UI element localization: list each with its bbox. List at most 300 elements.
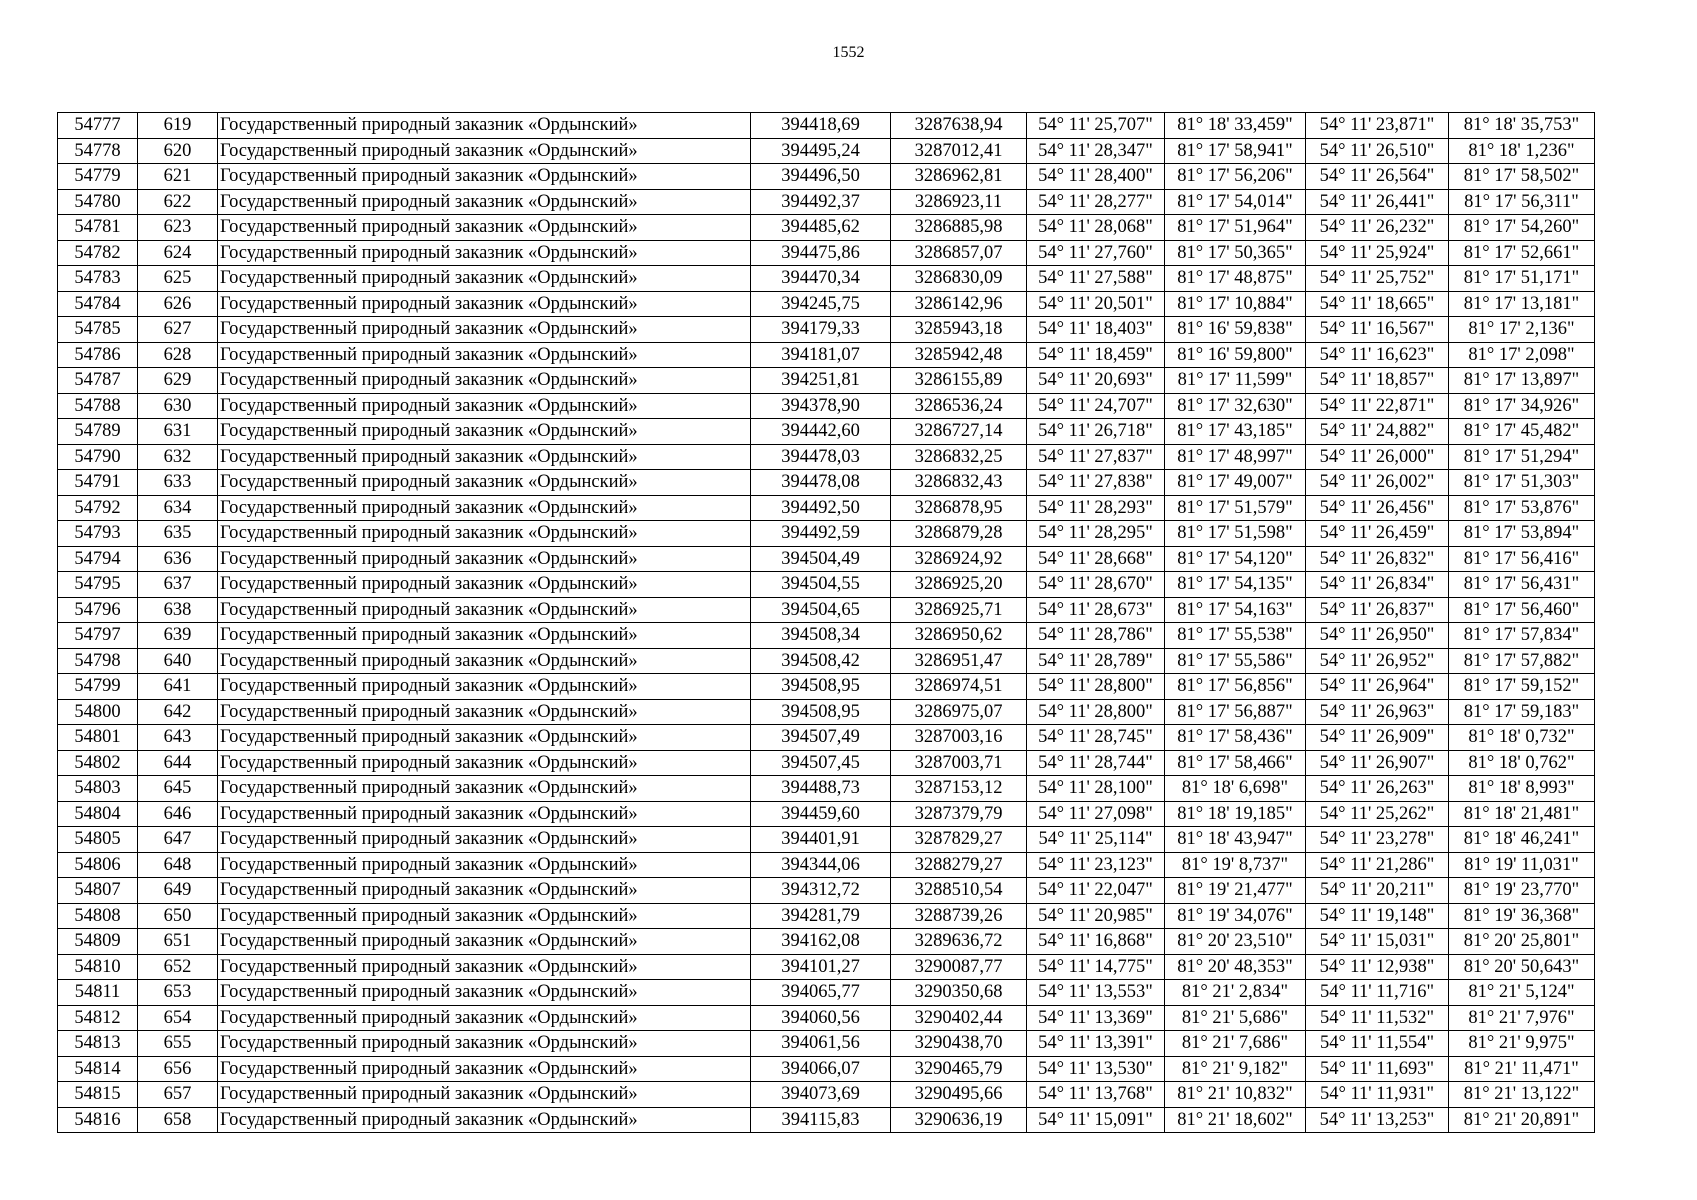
x-coordinate-cell: 394401,91: [751, 827, 891, 853]
latitude-2-cell: 54° 11' 26,510": [1306, 138, 1449, 164]
latitude-1-cell: 54° 11' 28,293": [1027, 495, 1165, 521]
latitude-1-cell: 54° 11' 28,347": [1027, 138, 1165, 164]
object-name-cell: Государственный природный заказник «Ордынский»: [218, 648, 751, 674]
point-number-cell: 639: [138, 623, 218, 649]
x-coordinate-cell: 394179,33: [751, 317, 891, 343]
latitude-1-cell: 54° 11' 27,837": [1027, 444, 1165, 470]
object-name-cell: Государственный природный заказник «Ордынский»: [218, 1107, 751, 1133]
x-coordinate-cell: 394492,37: [751, 189, 891, 215]
record-number-cell: 54814: [58, 1056, 138, 1082]
object-name-cell: Государственный природный заказник «Ордынский»: [218, 546, 751, 572]
table-row: [58, 546, 1595, 572]
latitude-2-cell: 54° 11' 26,832": [1306, 546, 1449, 572]
record-number-cell: 54800: [58, 699, 138, 725]
object-name-cell: Государственный природный заказник «Ордынский»: [218, 521, 751, 547]
x-coordinate-cell: 394478,03: [751, 444, 891, 470]
latitude-1-cell: 54° 11' 13,369": [1027, 1005, 1165, 1031]
object-name-cell: Государственный природный заказник «Ордынский»: [218, 750, 751, 776]
table-row: [58, 393, 1595, 419]
x-coordinate-cell: 394488,73: [751, 776, 891, 802]
longitude-2-cell: 81° 17' 56,311": [1449, 189, 1595, 215]
x-coordinate-cell: 394181,07: [751, 342, 891, 368]
point-number-cell: 647: [138, 827, 218, 853]
table-row: [58, 776, 1595, 802]
longitude-2-cell: 81° 21' 13,122": [1449, 1082, 1595, 1108]
y-coordinate-cell: 3285942,48: [891, 342, 1027, 368]
y-coordinate-cell: 3286950,62: [891, 623, 1027, 649]
table-row: [58, 725, 1595, 751]
longitude-2-cell: 81° 21' 20,891": [1449, 1107, 1595, 1133]
longitude-2-cell: 81° 17' 57,882": [1449, 648, 1595, 674]
latitude-2-cell: 54° 11' 26,564": [1306, 164, 1449, 190]
longitude-1-cell: 81° 16' 59,800": [1165, 342, 1306, 368]
longitude-2-cell: 81° 20' 50,643": [1449, 954, 1595, 980]
longitude-1-cell: 81° 20' 48,353": [1165, 954, 1306, 980]
latitude-1-cell: 54° 11' 22,047": [1027, 878, 1165, 904]
latitude-2-cell: 54° 11' 18,857": [1306, 368, 1449, 394]
longitude-1-cell: 81° 17' 58,436": [1165, 725, 1306, 751]
object-name-cell: Государственный природный заказник «Ордынский»: [218, 1082, 751, 1108]
point-number-cell: 650: [138, 903, 218, 929]
longitude-1-cell: 81° 18' 19,185": [1165, 801, 1306, 827]
record-number-cell: 54803: [58, 776, 138, 802]
point-number-cell: 644: [138, 750, 218, 776]
x-coordinate-cell: 394485,62: [751, 215, 891, 241]
object-name-cell: Государственный природный заказник «Ордынский»: [218, 725, 751, 751]
latitude-1-cell: 54° 11' 18,459": [1027, 342, 1165, 368]
object-name-cell: Государственный природный заказник «Ордынский»: [218, 240, 751, 266]
longitude-2-cell: 81° 18' 0,732": [1449, 725, 1595, 751]
object-name-cell: Государственный природный заказник «Ордынский»: [218, 470, 751, 496]
object-name-cell: Государственный природный заказник «Ордынский»: [218, 1031, 751, 1057]
coordinates-table: [57, 112, 1595, 1133]
latitude-2-cell: 54° 11' 25,752": [1306, 266, 1449, 292]
x-coordinate-cell: 394065,77: [751, 980, 891, 1006]
object-name-cell: Государственный природный заказник «Ордынский»: [218, 597, 751, 623]
y-coordinate-cell: 3286727,14: [891, 419, 1027, 445]
y-coordinate-cell: 3287003,71: [891, 750, 1027, 776]
longitude-1-cell: 81° 21' 9,182": [1165, 1056, 1306, 1082]
x-coordinate-cell: 394475,86: [751, 240, 891, 266]
point-number-cell: 631: [138, 419, 218, 445]
x-coordinate-cell: 394066,07: [751, 1056, 891, 1082]
y-coordinate-cell: 3286962,81: [891, 164, 1027, 190]
table-row: [58, 1056, 1595, 1082]
object-name-cell: Государственный природный заказник «Ордынский»: [218, 776, 751, 802]
point-number-cell: 648: [138, 852, 218, 878]
latitude-2-cell: 54° 11' 15,031": [1306, 929, 1449, 955]
record-number-cell: 54813: [58, 1031, 138, 1057]
object-name-cell: Государственный природный заказник «Ордынский»: [218, 1056, 751, 1082]
latitude-2-cell: 54° 11' 11,693": [1306, 1056, 1449, 1082]
y-coordinate-cell: 3288739,26: [891, 903, 1027, 929]
y-coordinate-cell: 3290402,44: [891, 1005, 1027, 1031]
point-number-cell: 641: [138, 674, 218, 700]
record-number-cell: 54809: [58, 929, 138, 955]
table-row: [58, 1107, 1595, 1133]
object-name-cell: Государственный природный заказник «Ордынский»: [218, 980, 751, 1006]
point-number-cell: 625: [138, 266, 218, 292]
latitude-2-cell: 54° 11' 26,002": [1306, 470, 1449, 496]
longitude-1-cell: 81° 19' 8,737": [1165, 852, 1306, 878]
longitude-1-cell: 81° 17' 11,599": [1165, 368, 1306, 394]
longitude-2-cell: 81° 17' 13,897": [1449, 368, 1595, 394]
latitude-2-cell: 54° 11' 25,262": [1306, 801, 1449, 827]
point-number-cell: 653: [138, 980, 218, 1006]
x-coordinate-cell: 394115,83: [751, 1107, 891, 1133]
point-number-cell: 620: [138, 138, 218, 164]
x-coordinate-cell: 394101,27: [751, 954, 891, 980]
point-number-cell: 634: [138, 495, 218, 521]
longitude-1-cell: 81° 17' 49,007": [1165, 470, 1306, 496]
x-coordinate-cell: 394508,42: [751, 648, 891, 674]
record-number-cell: 54815: [58, 1082, 138, 1108]
latitude-1-cell: 54° 11' 28,670": [1027, 572, 1165, 598]
latitude-2-cell: 54° 11' 11,931": [1306, 1082, 1449, 1108]
y-coordinate-cell: 3287638,94: [891, 113, 1027, 139]
latitude-2-cell: 54° 11' 11,532": [1306, 1005, 1449, 1031]
longitude-2-cell: 81° 17' 56,460": [1449, 597, 1595, 623]
latitude-2-cell: 54° 11' 24,882": [1306, 419, 1449, 445]
object-name-cell: Государственный природный заказник «Ордынский»: [218, 419, 751, 445]
latitude-2-cell: 54° 11' 18,665": [1306, 291, 1449, 317]
latitude-2-cell: 54° 11' 26,834": [1306, 572, 1449, 598]
latitude-2-cell: 54° 11' 16,567": [1306, 317, 1449, 343]
longitude-1-cell: 81° 20' 23,510": [1165, 929, 1306, 955]
record-number-cell: 54806: [58, 852, 138, 878]
x-coordinate-cell: 394507,49: [751, 725, 891, 751]
table-row: [58, 572, 1595, 598]
latitude-1-cell: 54° 11' 28,400": [1027, 164, 1165, 190]
y-coordinate-cell: 3290636,19: [891, 1107, 1027, 1133]
record-number-cell: 54785: [58, 317, 138, 343]
longitude-2-cell: 81° 18' 0,762": [1449, 750, 1595, 776]
record-number-cell: 54794: [58, 546, 138, 572]
longitude-1-cell: 81° 21' 2,834": [1165, 980, 1306, 1006]
longitude-1-cell: 81° 18' 6,698": [1165, 776, 1306, 802]
y-coordinate-cell: 3286830,09: [891, 266, 1027, 292]
record-number-cell: 54802: [58, 750, 138, 776]
point-number-cell: 633: [138, 470, 218, 496]
latitude-1-cell: 54° 11' 25,707": [1027, 113, 1165, 139]
x-coordinate-cell: 394442,60: [751, 419, 891, 445]
longitude-2-cell: 81° 18' 46,241": [1449, 827, 1595, 853]
y-coordinate-cell: 3286923,11: [891, 189, 1027, 215]
table-row: [58, 113, 1595, 139]
record-number-cell: 54784: [58, 291, 138, 317]
table-row: [58, 878, 1595, 904]
longitude-2-cell: 81° 17' 2,136": [1449, 317, 1595, 343]
x-coordinate-cell: 394492,50: [751, 495, 891, 521]
longitude-1-cell: 81° 17' 55,586": [1165, 648, 1306, 674]
record-number-cell: 54782: [58, 240, 138, 266]
latitude-2-cell: 54° 11' 26,950": [1306, 623, 1449, 649]
record-number-cell: 54805: [58, 827, 138, 853]
point-number-cell: 622: [138, 189, 218, 215]
record-number-cell: 54795: [58, 572, 138, 598]
longitude-1-cell: 81° 17' 56,206": [1165, 164, 1306, 190]
latitude-2-cell: 54° 11' 26,964": [1306, 674, 1449, 700]
longitude-2-cell: 81° 17' 56,416": [1449, 546, 1595, 572]
point-number-cell: 642: [138, 699, 218, 725]
point-number-cell: 629: [138, 368, 218, 394]
longitude-2-cell: 81° 17' 51,303": [1449, 470, 1595, 496]
record-number-cell: 54807: [58, 878, 138, 904]
longitude-1-cell: 81° 17' 54,163": [1165, 597, 1306, 623]
latitude-2-cell: 54° 11' 23,871": [1306, 113, 1449, 139]
latitude-1-cell: 54° 11' 28,786": [1027, 623, 1165, 649]
latitude-1-cell: 54° 11' 27,760": [1027, 240, 1165, 266]
latitude-2-cell: 54° 11' 22,871": [1306, 393, 1449, 419]
x-coordinate-cell: 394492,59: [751, 521, 891, 547]
point-number-cell: 654: [138, 1005, 218, 1031]
point-number-cell: 640: [138, 648, 218, 674]
table-row: [58, 801, 1595, 827]
record-number-cell: 54777: [58, 113, 138, 139]
y-coordinate-cell: 3289636,72: [891, 929, 1027, 955]
longitude-1-cell: 81° 17' 51,598": [1165, 521, 1306, 547]
x-coordinate-cell: 394073,69: [751, 1082, 891, 1108]
latitude-2-cell: 54° 11' 25,924": [1306, 240, 1449, 266]
object-name-cell: Государственный природный заказник «Ордынский»: [218, 291, 751, 317]
latitude-1-cell: 54° 11' 28,277": [1027, 189, 1165, 215]
latitude-2-cell: 54° 11' 20,211": [1306, 878, 1449, 904]
x-coordinate-cell: 394281,79: [751, 903, 891, 929]
longitude-2-cell: 81° 21' 7,976": [1449, 1005, 1595, 1031]
table-row: [58, 648, 1595, 674]
record-number-cell: 54791: [58, 470, 138, 496]
record-number-cell: 54781: [58, 215, 138, 241]
longitude-2-cell: 81° 17' 56,431": [1449, 572, 1595, 598]
record-number-cell: 54789: [58, 419, 138, 445]
longitude-2-cell: 81° 17' 51,294": [1449, 444, 1595, 470]
y-coordinate-cell: 3287003,16: [891, 725, 1027, 751]
point-number-cell: 621: [138, 164, 218, 190]
longitude-2-cell: 81° 19' 36,368": [1449, 903, 1595, 929]
longitude-1-cell: 81° 17' 32,630": [1165, 393, 1306, 419]
point-number-cell: 646: [138, 801, 218, 827]
latitude-2-cell: 54° 11' 19,148": [1306, 903, 1449, 929]
latitude-1-cell: 54° 11' 27,098": [1027, 801, 1165, 827]
longitude-1-cell: 81° 21' 18,602": [1165, 1107, 1306, 1133]
record-number-cell: 54788: [58, 393, 138, 419]
table-row: [58, 1031, 1595, 1057]
record-number-cell: 54779: [58, 164, 138, 190]
table-row: [58, 164, 1595, 190]
record-number-cell: 54787: [58, 368, 138, 394]
y-coordinate-cell: 3286924,92: [891, 546, 1027, 572]
latitude-1-cell: 54° 11' 23,123": [1027, 852, 1165, 878]
latitude-2-cell: 54° 11' 21,286": [1306, 852, 1449, 878]
longitude-2-cell: 81° 17' 34,926": [1449, 393, 1595, 419]
latitude-1-cell: 54° 11' 28,668": [1027, 546, 1165, 572]
x-coordinate-cell: 394495,24: [751, 138, 891, 164]
point-number-cell: 635: [138, 521, 218, 547]
x-coordinate-cell: 394508,95: [751, 699, 891, 725]
x-coordinate-cell: 394508,34: [751, 623, 891, 649]
table-row: [58, 138, 1595, 164]
longitude-2-cell: 81° 17' 57,834": [1449, 623, 1595, 649]
point-number-cell: 630: [138, 393, 218, 419]
object-name-cell: Государственный природный заказник «Ордынский»: [218, 317, 751, 343]
latitude-1-cell: 54° 11' 26,718": [1027, 419, 1165, 445]
longitude-1-cell: 81° 21' 10,832": [1165, 1082, 1306, 1108]
longitude-1-cell: 81° 17' 58,466": [1165, 750, 1306, 776]
point-number-cell: 643: [138, 725, 218, 751]
point-number-cell: 658: [138, 1107, 218, 1133]
longitude-2-cell: 81° 18' 1,236": [1449, 138, 1595, 164]
x-coordinate-cell: 394478,08: [751, 470, 891, 496]
longitude-2-cell: 81° 17' 53,894": [1449, 521, 1595, 547]
record-number-cell: 54778: [58, 138, 138, 164]
longitude-1-cell: 81° 17' 56,856": [1165, 674, 1306, 700]
x-coordinate-cell: 394060,56: [751, 1005, 891, 1031]
object-name-cell: Государственный природный заказник «Ордынский»: [218, 495, 751, 521]
point-number-cell: 624: [138, 240, 218, 266]
table-row: [58, 903, 1595, 929]
record-number-cell: 54790: [58, 444, 138, 470]
longitude-1-cell: 81° 17' 58,941": [1165, 138, 1306, 164]
latitude-1-cell: 54° 11' 15,091": [1027, 1107, 1165, 1133]
x-coordinate-cell: 394504,55: [751, 572, 891, 598]
longitude-1-cell: 81° 17' 54,120": [1165, 546, 1306, 572]
object-name-cell: Государственный природный заказник «Ордынский»: [218, 342, 751, 368]
x-coordinate-cell: 394470,34: [751, 266, 891, 292]
longitude-1-cell: 81° 17' 50,365": [1165, 240, 1306, 266]
object-name-cell: Государственный природный заказник «Ордынский»: [218, 393, 751, 419]
record-number-cell: 54799: [58, 674, 138, 700]
table-row: [58, 852, 1595, 878]
record-number-cell: 54808: [58, 903, 138, 929]
y-coordinate-cell: 3286878,95: [891, 495, 1027, 521]
object-name-cell: Государственный природный заказник «Ордынский»: [218, 929, 751, 955]
latitude-1-cell: 54° 11' 28,068": [1027, 215, 1165, 241]
y-coordinate-cell: 3286536,24: [891, 393, 1027, 419]
latitude-2-cell: 54° 11' 26,263": [1306, 776, 1449, 802]
record-number-cell: 54780: [58, 189, 138, 215]
object-name-cell: Государственный природный заказник «Ордынский»: [218, 623, 751, 649]
longitude-2-cell: 81° 19' 11,031": [1449, 852, 1595, 878]
longitude-1-cell: 81° 17' 54,014": [1165, 189, 1306, 215]
object-name-cell: Государственный природный заказник «Ордынский»: [218, 903, 751, 929]
object-name-cell: Государственный природный заказник «Ордынский»: [218, 852, 751, 878]
table-row: [58, 521, 1595, 547]
latitude-1-cell: 54° 11' 18,403": [1027, 317, 1165, 343]
point-number-cell: 657: [138, 1082, 218, 1108]
y-coordinate-cell: 3286155,89: [891, 368, 1027, 394]
longitude-2-cell: 81° 17' 58,502": [1449, 164, 1595, 190]
latitude-1-cell: 54° 11' 28,800": [1027, 699, 1165, 725]
latitude-2-cell: 54° 11' 26,963": [1306, 699, 1449, 725]
point-number-cell: 655: [138, 1031, 218, 1057]
table-row: [58, 1005, 1595, 1031]
y-coordinate-cell: 3290087,77: [891, 954, 1027, 980]
record-number-cell: 54801: [58, 725, 138, 751]
latitude-1-cell: 54° 11' 14,775": [1027, 954, 1165, 980]
longitude-2-cell: 81° 19' 23,770": [1449, 878, 1595, 904]
longitude-1-cell: 81° 16' 59,838": [1165, 317, 1306, 343]
object-name-cell: Государственный природный заказник «Ордынский»: [218, 878, 751, 904]
point-number-cell: 619: [138, 113, 218, 139]
longitude-1-cell: 81° 17' 48,875": [1165, 266, 1306, 292]
latitude-2-cell: 54° 11' 16,623": [1306, 342, 1449, 368]
longitude-2-cell: 81° 17' 13,181": [1449, 291, 1595, 317]
x-coordinate-cell: 394312,72: [751, 878, 891, 904]
object-name-cell: Государственный природный заказник «Ордынский»: [218, 1005, 751, 1031]
record-number-cell: 54793: [58, 521, 138, 547]
latitude-1-cell: 54° 11' 28,744": [1027, 750, 1165, 776]
y-coordinate-cell: 3286857,07: [891, 240, 1027, 266]
record-number-cell: 54798: [58, 648, 138, 674]
latitude-2-cell: 54° 11' 26,441": [1306, 189, 1449, 215]
x-coordinate-cell: 394459,60: [751, 801, 891, 827]
table-row: [58, 980, 1595, 1006]
point-number-cell: 632: [138, 444, 218, 470]
object-name-cell: Государственный природный заказник «Ордынский»: [218, 699, 751, 725]
longitude-2-cell: 81° 21' 11,471": [1449, 1056, 1595, 1082]
longitude-2-cell: 81° 18' 21,481": [1449, 801, 1595, 827]
y-coordinate-cell: 3286925,20: [891, 572, 1027, 598]
page-number: 1552: [832, 44, 865, 61]
record-number-cell: 54812: [58, 1005, 138, 1031]
longitude-1-cell: 81° 17' 56,887": [1165, 699, 1306, 725]
latitude-1-cell: 54° 11' 28,745": [1027, 725, 1165, 751]
latitude-1-cell: 54° 11' 28,100": [1027, 776, 1165, 802]
record-number-cell: 54804: [58, 801, 138, 827]
y-coordinate-cell: 3286925,71: [891, 597, 1027, 623]
longitude-1-cell: 81° 21' 5,686": [1165, 1005, 1306, 1031]
table-row: [58, 266, 1595, 292]
point-number-cell: 645: [138, 776, 218, 802]
table-row: [58, 495, 1595, 521]
longitude-1-cell: 81° 17' 48,997": [1165, 444, 1306, 470]
object-name-cell: Государственный природный заказник «Ордынский»: [218, 215, 751, 241]
x-coordinate-cell: 394162,08: [751, 929, 891, 955]
point-number-cell: 638: [138, 597, 218, 623]
x-coordinate-cell: 394251,81: [751, 368, 891, 394]
point-number-cell: 628: [138, 342, 218, 368]
y-coordinate-cell: 3290438,70: [891, 1031, 1027, 1057]
object-name-cell: Государственный природный заказник «Ордынский»: [218, 138, 751, 164]
latitude-2-cell: 54° 11' 23,278": [1306, 827, 1449, 853]
latitude-2-cell: 54° 11' 12,938": [1306, 954, 1449, 980]
x-coordinate-cell: 394245,75: [751, 291, 891, 317]
table-row: [58, 750, 1595, 776]
longitude-1-cell: 81° 18' 43,947": [1165, 827, 1306, 853]
point-number-cell: 627: [138, 317, 218, 343]
longitude-2-cell: 81° 17' 2,098": [1449, 342, 1595, 368]
longitude-2-cell: 81° 17' 59,152": [1449, 674, 1595, 700]
table-row: [58, 240, 1595, 266]
object-name-cell: Государственный природный заказник «Ордынский»: [218, 368, 751, 394]
x-coordinate-cell: 394508,95: [751, 674, 891, 700]
longitude-1-cell: 81° 17' 54,135": [1165, 572, 1306, 598]
table-row: [58, 699, 1595, 725]
latitude-2-cell: 54° 11' 26,907": [1306, 750, 1449, 776]
latitude-2-cell: 54° 11' 26,232": [1306, 215, 1449, 241]
x-coordinate-cell: 394507,45: [751, 750, 891, 776]
point-number-cell: 656: [138, 1056, 218, 1082]
table-row: [58, 368, 1595, 394]
object-name-cell: Государственный природный заказник «Ордынский»: [218, 572, 751, 598]
point-number-cell: 637: [138, 572, 218, 598]
longitude-2-cell: 81° 21' 9,975": [1449, 1031, 1595, 1057]
y-coordinate-cell: 3288279,27: [891, 852, 1027, 878]
latitude-1-cell: 54° 11' 13,553": [1027, 980, 1165, 1006]
record-number-cell: 54797: [58, 623, 138, 649]
point-number-cell: 636: [138, 546, 218, 572]
table-row: [58, 1082, 1595, 1108]
